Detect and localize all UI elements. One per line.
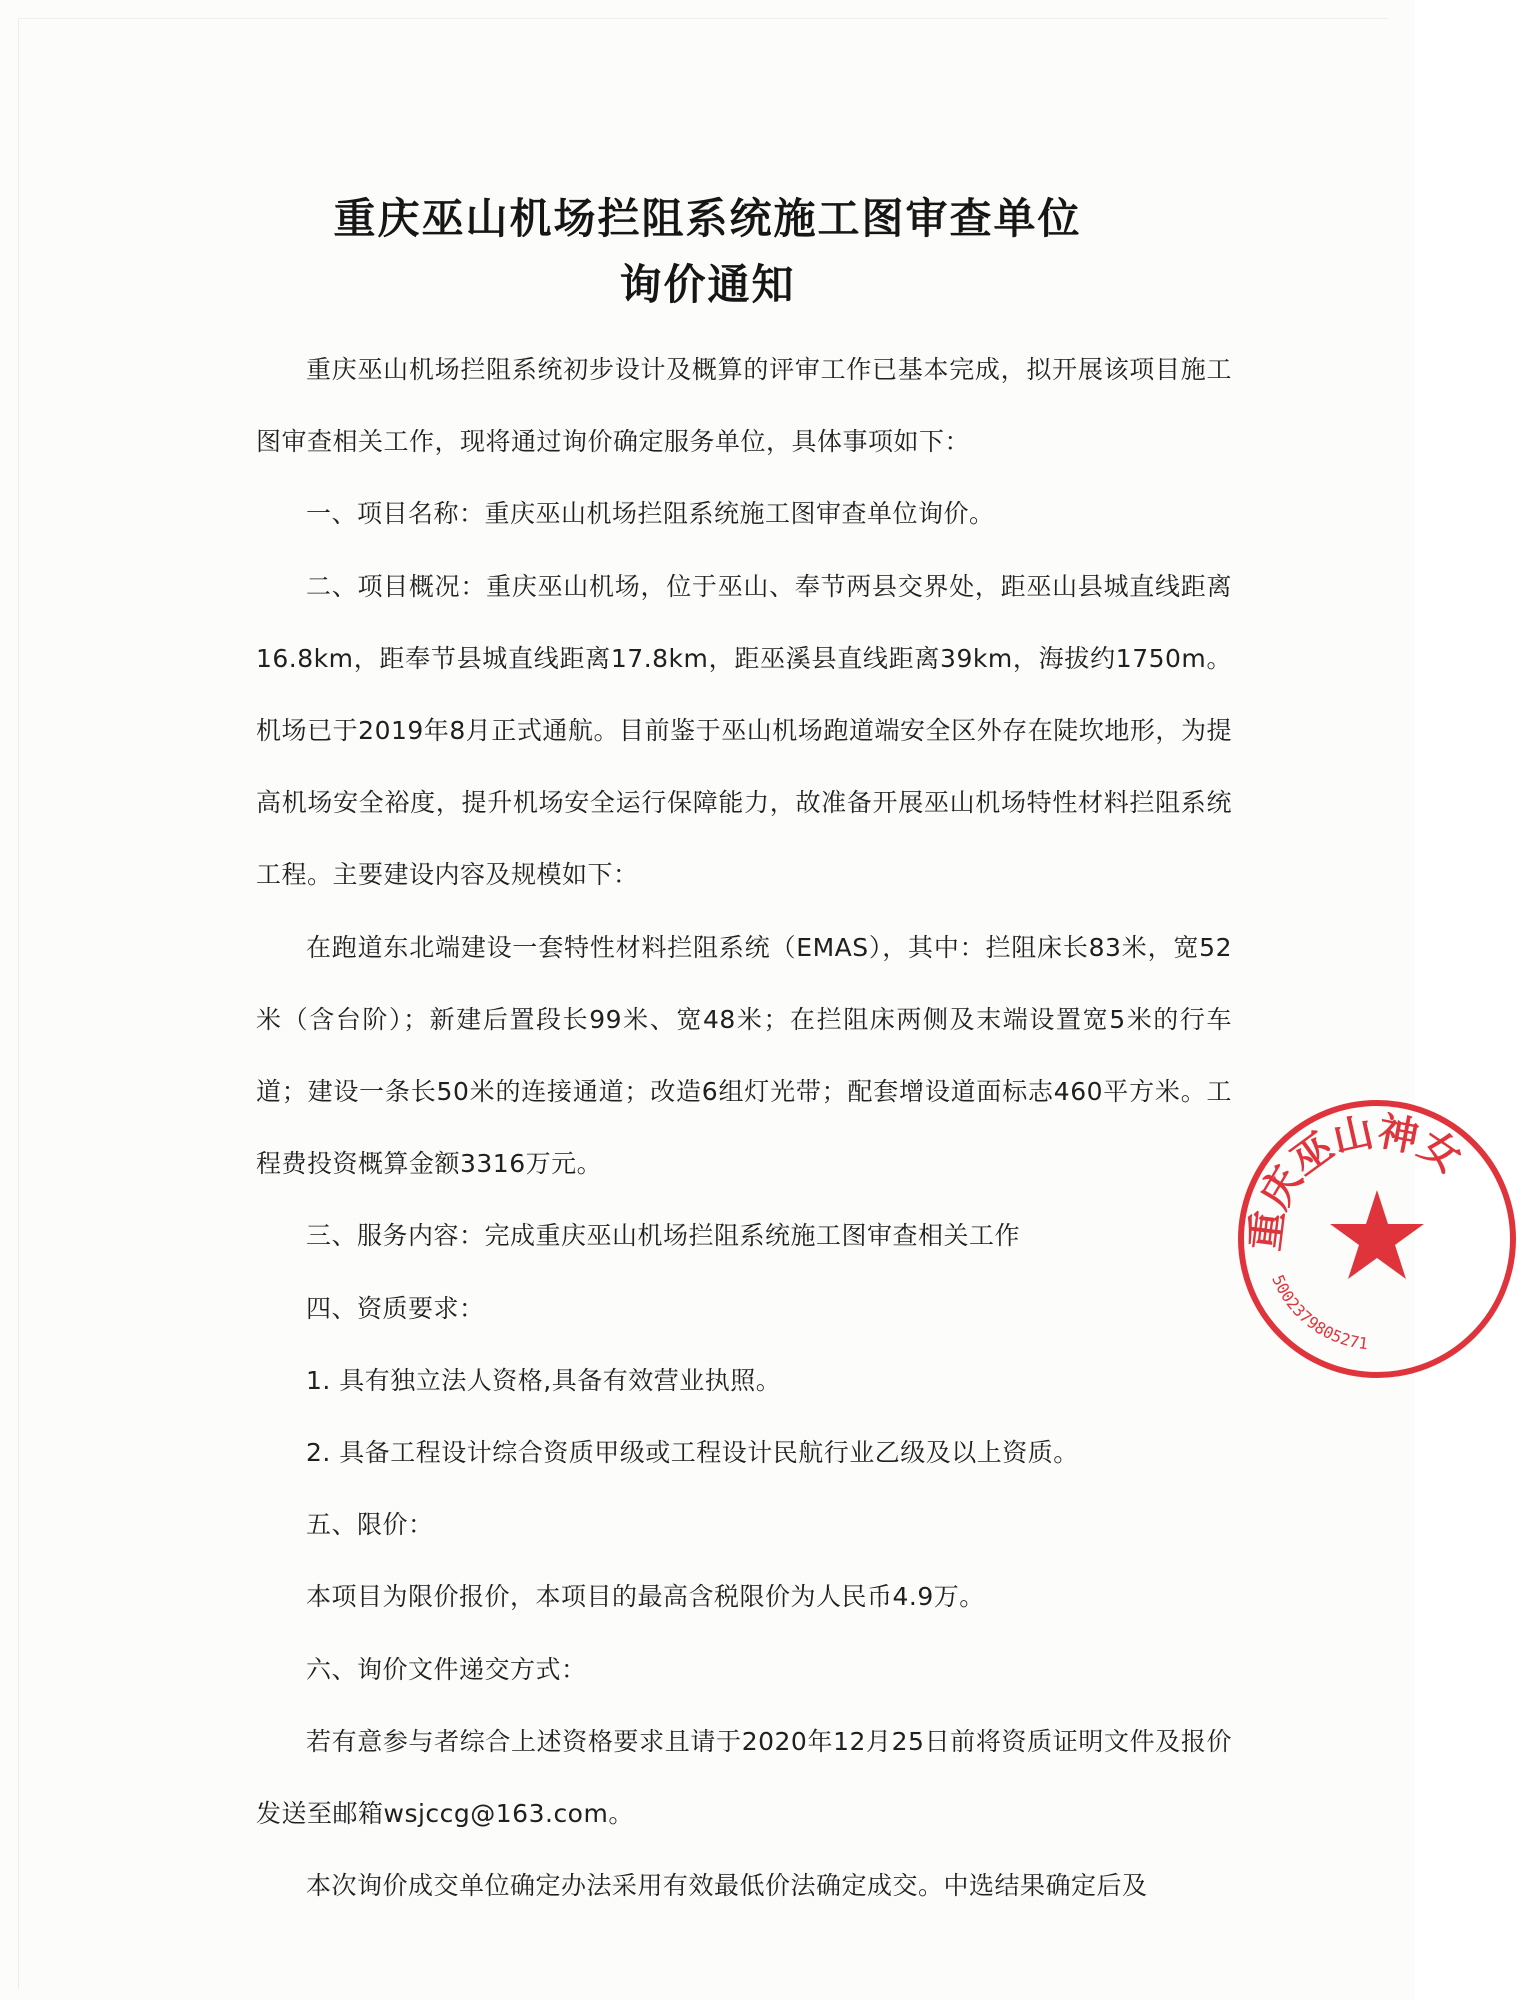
paragraph-qualification-2: 2. 具备工程设计综合资质甲级或工程设计民航行业乙级及以上资质。 [306,1438,1079,1468]
document-title: 重庆巫山机场拦阻系统施工图审查单位 [333,194,1082,243]
paragraph-selection-method: 本次询价成交单位确定办法采用有效最低价法确定成交。中选结果确定后及 [306,1871,1148,1901]
document-subtitle: 询价通知 [619,260,796,309]
paragraph-project-name: 一、项目名称：重庆巫山机场拦阻系统施工图审查单位询价。 [306,499,995,529]
paragraph-price-limit-heading: 五、限价： [306,1510,434,1540]
paragraph-qualification-1: 1. 具有独立法人资格,具备有效营业执照。 [306,1365,782,1395]
paragraph-construction-scope: 在跑道东北端建设一套特性材料拦阻系统（EMAS），其中：拦阻床长83米，宽52米（含台阶）；新建后置段长99米、宽48米；在拦阻床两侧及末端设置宽5米的行车道；建设一条长50米的连接通道；改造6组灯光带；配套增设道面标志460平方米。工程费投资概算金额3316万元。 [256,932,1232,1179]
seal-text: 重庆巫山神女 [1242,1108,1470,1254]
official-seal [1232,1094,1522,1384]
document-body [256,334,1232,1922]
paragraph-submission-heading: 六、询价文件递交方式： [306,1654,587,1684]
title-block [0,186,1415,318]
paragraph-project-overview: 二、项目概况：重庆巫山机场，位于巫山、奉节两县交界处，距巫山县城直线距离16.8km，距奉节县城直线距离17.8km，距巫溪县直线距离39km，海拔约1750m。机场已于2019年8月正式通航。目前鉴于巫山机场跑道端安全区外存在陡坎地形，为提高机场安全裕度，提升机场安全运行保障能力，故准备开展巫山机场特性材料拦阻系统工程。主要建设内容及规模如下： [256,571,1232,890]
paragraph-service-content: 三、服务内容：完成重庆巫山机场拦阻系统施工图审查相关工作 [306,1221,1021,1251]
paragraph-price-limit: 本项目为限价报价，本项目的最高含税限价为人民币4.9万。 [306,1582,985,1612]
paragraph-intro: 重庆巫山机场拦阻系统初步设计及概算的评审工作已基本完成，拟开展该项目施工图审查相关工作，现将通过询价确定服务单位，具体事项如下： [256,355,1232,457]
paragraph-submission: 若有意参与者综合上述资格要求且请于2020年12月25日前将资质证明文件及报价发送至邮箱wsjccg@163.com。 [256,1726,1232,1829]
paragraph-qualification-heading: 四、资质要求： [306,1293,485,1323]
seal-code: 5002379805271 [1268,1271,1370,1354]
